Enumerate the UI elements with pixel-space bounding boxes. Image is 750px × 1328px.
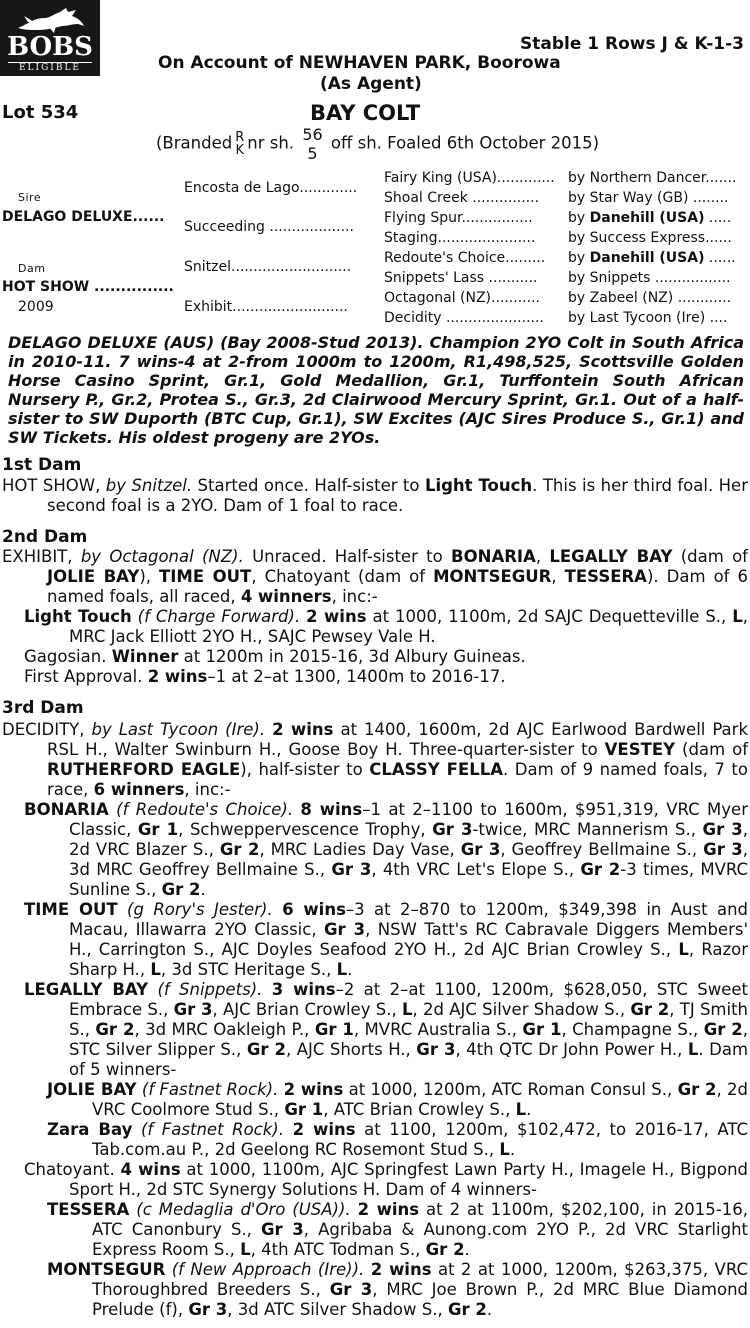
brand-prefix: (Branded bbox=[156, 133, 233, 153]
brand-top: R bbox=[235, 130, 245, 145]
brand-bottom: K bbox=[235, 143, 244, 158]
sire-sire: Encosta de Lago............. bbox=[184, 180, 358, 196]
sire-name: DELAGO DELUXE...... bbox=[2, 209, 165, 225]
brand-line bbox=[156, 125, 599, 163]
vendor-account: On Account of NEWHAVEN PARK, Boorowa bbox=[158, 53, 561, 73]
brand-number-top: 56 bbox=[302, 125, 323, 144]
logo-subtext: ELIGIBLE bbox=[8, 62, 92, 73]
stable-location: Stable 1 Rows J & K-1-3 bbox=[520, 34, 744, 54]
second-dam-text: EXHIBIT, by Octagonal (NZ). Unraced. Half-sister to BONARIA, LEGALLY BAY (dam of JOLIE BAY), TIME OUT, Chatoyant (dam of MONTSEGUR, TESSERA). Dam of 6 named foals, all raced, 4 winners, inc:- Light Touch (f Charge Forward). 2 wins at 1000, 1100m, 2d SAJC Dequetteville S., L, MRC Jack Elliott 2YO H., SAJC Pewsey Vale H. Gagosian. Winner at 1200m in 2015-16, 3d Albury Guineas. First Approval. 2 wins–1 at 2–at 1300, 1400m to 2016-17. bbox=[2, 547, 748, 686]
section-second-dam: 2nd Dam bbox=[2, 527, 88, 547]
brand-number-bottom: 5 bbox=[307, 144, 318, 163]
gen3-7: by Zabeel (NZ) ............ bbox=[568, 290, 732, 306]
gen3-3: by Danehill (USA) ..... bbox=[568, 210, 732, 226]
logo-text: BOBS bbox=[7, 32, 93, 62]
first-dam-text: HOT SHOW, by Snitzel. Started once. Half-sister to Light Touch. This is her third foal. Her second foal is a 2YO. Dam of 1 foal to race. bbox=[2, 476, 748, 515]
gen3-4: by Success Express...... bbox=[568, 230, 732, 246]
horse-icon bbox=[14, 6, 86, 34]
gen2-7: Octagonal (NZ)........... bbox=[384, 290, 540, 306]
dam-dam: Exhibit.......................... bbox=[184, 299, 348, 315]
gen2-2: Shoal Creek ............... bbox=[384, 190, 540, 206]
gen3-2: by Star Way (GB) ........ bbox=[568, 190, 729, 206]
third-dam-text: DECIDITY, by Last Tycoon (Ire). 2 wins at 1400, 1600m, 2d AJC Earlwood Bardwell Park RSL H., Walter Swinburn H., Goose Boy H. Three-quarter-sister to VESTEY (dam of RUTHERFORD EAGLE), half-sister to CLASSY FELLA. Dam of 9 named foals, 7 to race, 6 winners, inc:- BONARIA (f Redoute's Choice). 8 wins–1 at 2–1100 to 1600m, $951,319, VRC Myer Classic, Gr 1, Schweppervescence Trophy, Gr 3-twice, MRC Mannerism S., Gr 3, 2d VRC Blazer S., Gr 2, MRC Ladies Day Vase, Gr 3, Geoffrey Bellmaine S., Gr 3, 3d MRC Geoffrey Bellmaine S., Gr 3, 4th VRC Let's Elope S., Gr 2-3 times, MVRC Sunline S., Gr 2. TIME OUT (g Rory's Jester). 6 wins–3 at 2–870 to 1200m, $349,398 in Aust and Macau, Illawarra 2YO Classic, Gr 3, NSW Tatt's RC Cabravale Diggers Members' H., Carrington S., AJC Doyles Seafood 2YO H., 2d AJC Brian Crowley S., L, Razor Sharp H., L, 3d STC Heritage S., L. LEGALLY BAY (f Snippets). 3 wins–2 at 2–at 1100, 1200m, $628,050, STC Sweet Embrace S., Gr 3, AJC Brian Crowley S., L, 2d AJC Silver Shadow S., Gr 2, TJ Smith S., Gr 2, 3d MRC Oakleigh P., Gr 1, MVRC Australia S., Gr 1, Champagne S., Gr 2, STC Silver Slipper S., Gr 2, AJC Shorts H., Gr 3, 4th QTC Dr John Power H., L. Dam of 5 winners- JOLIE BAY (f Fastnet Rock). 2 wins at 1000, 1200m, ATC Roman Consul S., Gr 2, 2d VRC Coolmore Stud S., Gr 1, ATC Brian Crowley S., L. Zara Bay (f Fastnet Rock). 2 wins at 1100, 1200m, $102,472, to 2016-17, ATC Tab.com.au P., 2d Geelong RC Rosemont Stud S., L. Chatoyant. 4 wins at 1000, 1100m, AJC Springfest Lawn Party H., Imagele H., Bigpond Sport H., 2d STC Synergy Solutions H. Dam of 4 winners- TESSERA (c Medaglia d'Oro (USA)). 2 wins at 2 at 1100m, $202,100, in 2015-16, ATC Canonbury S., Gr 3, Agribaba & Aunong.com 2YO P., 2d VRC Starlight Express Room S., L, 4th ATC Todman S., Gr 2. MONTSEGUR (f New Approach (Ire)). 2 wins at 2 at 1000, 1200m, $263,375, VRC Thoroughbred Breeders S., Gr 3, MRC Joe Brown P., 2d MRC Blue Diamond Prelude (f), Gr 3, 3d ATC Silver Shadow S., Gr 2. bbox=[2, 720, 749, 1319]
bobs-logo bbox=[0, 0, 100, 76]
sire-label: Sire bbox=[18, 191, 42, 204]
gen2-3: Flying Spur................ bbox=[384, 210, 533, 226]
lot-number: Lot 534 bbox=[2, 102, 79, 123]
sire-dam: Succeeding ................... bbox=[184, 219, 354, 235]
section-first-dam: 1st Dam bbox=[2, 455, 82, 475]
gen2-4: Staging...................... bbox=[384, 230, 536, 246]
gen3-8: by Last Tycoon (Ire) .... bbox=[568, 310, 728, 326]
dam-name: HOT SHOW ............... bbox=[2, 279, 174, 295]
gen2-5: Redoute's Choice......... bbox=[384, 250, 546, 266]
dam-label: Dam bbox=[18, 262, 46, 275]
gen3-6: by Snippets ................. bbox=[568, 270, 731, 286]
gen3-1: by Northern Dancer....... bbox=[568, 170, 737, 186]
brand-mid: nr sh. bbox=[247, 133, 295, 153]
dam-sire: Snitzel........................... bbox=[184, 259, 352, 275]
brand-suffix: off sh. Foaled 6th October 2015) bbox=[330, 133, 600, 153]
lot-title: BAY COLT bbox=[310, 101, 421, 125]
gen2-8: Decidity ...................... bbox=[384, 310, 544, 326]
gen2-1: Fairy King (USA)............. bbox=[384, 170, 555, 186]
gen3-5: by Danehill (USA) ...... bbox=[568, 250, 736, 266]
brand-mark bbox=[235, 131, 244, 157]
sire-description: DELAGO DELUXE (AUS) (Bay 2008-Stud 2013). Champion 2YO Colt in South Africa in 2010-11. 7 wins-4 at 2-from 1000m to 1200m, R1,498,525, Scottsville Golden Horse Casino Sprint, Gr.1, Gold Medallion, Gr.1, Turffontein South African Nursery P., Gr.2, Protea S., Gr.3, 2d Clairwood Mercury Sprint, Gr.1. Out of a half-sister to SW Duporth (BTC Cup, Gr.1), SW Excites (AJC Sires Produce S., Gr.1) and SW Tickets. His oldest progeny are 2YOs. bbox=[8, 333, 744, 447]
brand-number bbox=[302, 125, 322, 163]
dam-year: 2009 bbox=[18, 299, 54, 315]
gen2-6: Snippets' Lass ........... bbox=[384, 270, 538, 286]
section-third-dam: 3rd Dam bbox=[2, 698, 84, 718]
agent-note: (As Agent) bbox=[320, 74, 422, 94]
